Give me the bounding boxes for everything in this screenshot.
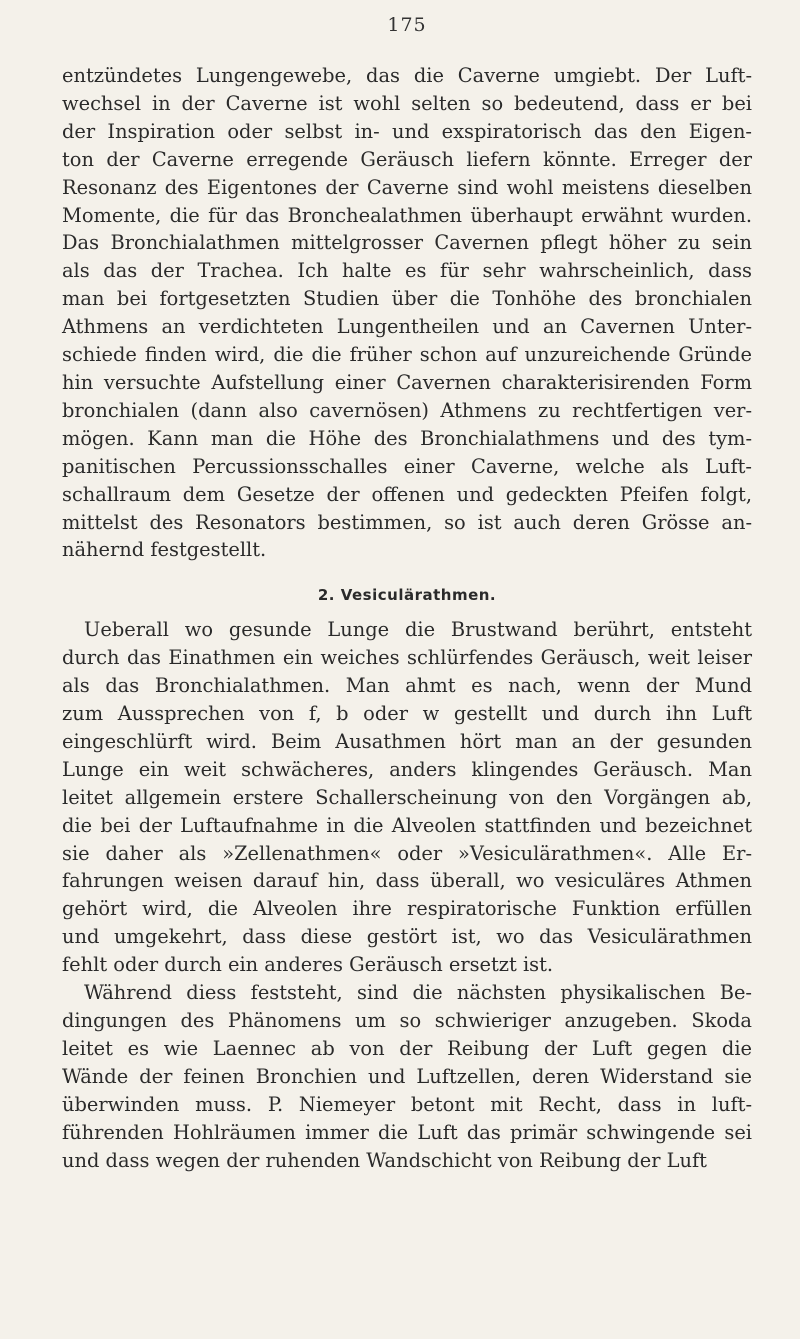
text-line: nähernd festgestellt.: [62, 538, 267, 562]
text-line: man bei fortgesetzten Studien über die Tonhöhe des bronchialen: [62, 287, 752, 311]
page-number: 175: [387, 14, 427, 36]
text-line: leitet es wie Laennec ab von der Reibung der Luft gegen die: [62, 1036, 752, 1060]
text-line: fahrungen weisen darauf hin, dass überall, wo vesiculäres Athmen: [62, 869, 752, 893]
text-line: überwinden muss. P. Niemeyer betont mit Recht, dass in luft-: [62, 1092, 752, 1116]
text-line: ton der Caverne erregende Geräusch liefern könnte. Erreger der: [62, 147, 752, 171]
text-line: Wände der feinen Bronchien und Luftzellen, deren Widerstand sie: [62, 1064, 752, 1088]
text-line: Momente, die für das Bronchealathmen überhaupt erwähnt wurden.: [62, 203, 752, 227]
text-line: schiede finden wird, die die früher schon auf unzureichende Gründe: [62, 343, 752, 367]
text-line: Lunge ein weit schwächeres, anders klingendes Geräusch. Man: [62, 757, 752, 781]
text-line: als das Bronchialathmen. Man ahmt es nach, wenn der Mund: [62, 674, 752, 698]
section-heading-vesicular-breathing: 2. Vesiculärathmen.: [317, 586, 497, 605]
text-line: hin versuchte Aufstellung einer Cavernen charakterisirenden Form: [62, 370, 752, 394]
text-line: Ueberall wo gesunde Lunge die Brustwand berührt, entsteht: [84, 618, 752, 642]
text-line: mögen. Kann man die Höhe des Bronchialathmens und des tym-: [62, 426, 752, 450]
text-line: sie daher als »Zellenathmen« oder »Vesiculärathmen«. Alle Er-: [62, 841, 752, 865]
text-line: als das der Trachea. Ich halte es für sehr wahrscheinlich, dass: [62, 259, 752, 283]
text-line: zum Aussprechen von f, b oder w gestellt und durch ihn Luft: [62, 702, 752, 726]
text-line: dingungen des Phänomens um so schwieriger anzugeben. Skoda: [62, 1009, 752, 1032]
text-line: Das Bronchialathmen mittelgrosser Cavernen pflegt höher zu sein: [62, 231, 752, 255]
text-line: entzündetes Lungengewebe, das die Caverne umgiebt. Der Luft-: [62, 64, 752, 87]
text-line: gehört wird, die Alveolen ihre respiratorische Funktion erfüllen: [62, 897, 752, 921]
text-line: bronchialen (dann also cavernösen) Athmens zu rechtfertigen ver-: [62, 398, 752, 422]
text-line: führenden Hohlräumen immer die Luft das primär schwingende sei: [62, 1120, 752, 1144]
paragraph-vesicular-breathing: [62, 616, 752, 979]
text-line: panitischen Percussionsschalles einer Caverne, welche als Luft-: [62, 454, 752, 478]
text-line: schallraum dem Gesetze der offenen und gedeckten Pfeifen folgt,: [62, 482, 752, 506]
text-line: mittelst des Resonators bestimmen, so ist auch deren Grösse an-: [62, 510, 752, 534]
text-line: Während diess feststeht, sind die nächsten physikalischen Be-: [84, 981, 752, 1005]
text-line: eingeschlürft wird. Beim Ausathmen hört man an der gesunden: [62, 729, 752, 753]
text-line: leitet allgemein erstere Schallerscheinung von den Vorgängen ab,: [62, 785, 752, 809]
text-line: die bei der Luftaufnahme in die Alveolen stattfinden und bezeichnet: [62, 813, 752, 837]
text-line: wechsel in der Caverne ist wohl selten so bedeutend, dass er bei: [62, 91, 752, 115]
paragraph-cavern-resonance: [62, 62, 752, 564]
paragraph-physical-conditions: [62, 979, 752, 1174]
text-line: Athmens an verdichteten Lungentheilen und an Cavernen Unter-: [62, 315, 752, 339]
text-line: der Inspiration oder selbst in- und exspiratorisch das den Eigen-: [62, 119, 752, 143]
book-page: [62, 14, 752, 1174]
text-line: und dass wegen der ruhenden Wandschicht von Reibung der Luft: [62, 1148, 707, 1172]
text-line: Resonanz des Eigentones der Caverne sind wohl meistens dieselben: [62, 175, 752, 199]
text-line: fehlt oder durch ein anderes Geräusch ersetzt ist.: [62, 953, 554, 977]
text-line: durch das Einathmen ein weiches schlürfendes Geräusch, weit leiser: [62, 646, 752, 670]
text-line: und umgekehrt, dass diese gestört ist, wo das Vesiculärathmen: [62, 925, 752, 949]
